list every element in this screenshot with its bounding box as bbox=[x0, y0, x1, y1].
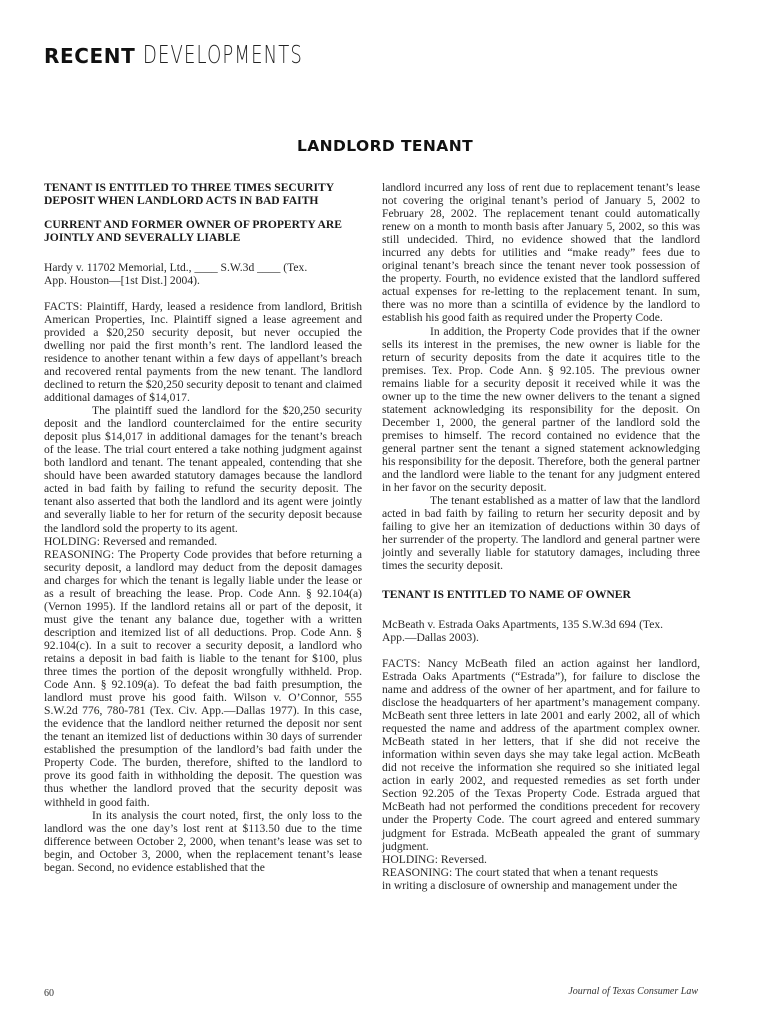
header-recent: RECENT bbox=[44, 44, 136, 68]
case1-conclusion-paragraph: The tenant established as a matter of law that the landlord acted in bad faith by failing to return her security deposit and by failing to give her an itemization of deductions within 30 days of her surrender of the property. The landlord and general partner were jointly and severally liable for statutory damages, including three times the security deposit. bbox=[382, 494, 700, 573]
left-column bbox=[44, 181, 362, 874]
case1-reasoning: REASONING: The Property Code provides that before returning a security deposit, a landlord may deduct from the deposit damages and charges for which the tenant is legally liable under the lease or as a result of breaching the lease. Prop. Code Ann. § 92.104(a) (Vernon 1995). If the landlord retains all or part of the deposit, it must give the tenant any balance due, together with a written description and itemized list of all deductions. Prop. Code Ann. § 92.104(c). In a suit to recover a security deposit, a landlord who retains a deposit in bad faith is liable to the tenant for $100, plus three times the portion of the deposit wrongfully withheld. Prop. Code Ann. § 92.109(a). To defeat the bad faith presumption, the landlord must prove his good faith. Wilson v. O’Connor, 555 S.W.2d 776, 780-781 (Tex. Civ. App.—Dallas 1977). In this case, the evidence that the landlord neither returned the deposit nor sent the tenant an itemized list of deductions within 30 days of surrender established the presumption of the landlord’s bad faith under the Property Code. The burden, therefore, shifted to the landlord to prove its good faith in withholding the deposit. The question was thus whether the landlord proved that the security deposit was withheld in good faith. bbox=[44, 547, 362, 809]
case2-reasoning-line1: REASONING: The court stated that when a tenant requests bbox=[382, 865, 659, 879]
page-number: 60 bbox=[44, 988, 54, 999]
journal-name: Journal of Texas Consumer Law bbox=[568, 986, 698, 997]
page-header bbox=[44, 40, 366, 80]
right-column bbox=[382, 181, 700, 892]
case2-citation-line1: McBeath v. Estrada Oaks Apartments, 135 S.W.3d 694 (Tex. bbox=[382, 617, 664, 631]
case1-citation-line1: Hardy v. 11702 Memorial, Ltd., ____ S.W.3d ____ (Tex. bbox=[44, 260, 308, 274]
case2-facts: FACTS: Nancy McBeath filed an action against her landlord, Estrada Oaks Apartments (“Estrada”), for failure to disclose the name and address of the owner of her apartment, and for failure to disclose the headquarters of her apartment’s management company. McBeath sent three letters in late 2001 and early 2002, all of which requested the name and address of the apartment complex owner. McBeath stated in her letters, that if she did not receive the information within seven days she may take legal action. McBeath did not receive the information she required so she initiated legal action in early 2002, and requested remedies as set forth under Section 92.205 of the Texas Property Code. Estrada argued that McBeath had not performed the conditions precedent for recovery under the Property Code. The court agreed and entered summary judgment for Estrada. McBeath appealed the grant of summary judgment. bbox=[382, 656, 700, 853]
case1-continued-paragraph: landlord incurred any loss of rent due to replacement tenant’s lease not covering the original tenant’s period of January 5, 2002 to February 28, 2002. The replacement tenant could automatically renew on a month to month basis after January 5, 2002, so this was still undecided. Third, no evidence showed that the landlord incurred any debts for utilities and “make ready” fees due to original tenant’s breach since the tenant never took possession of the property. Fourth, no evidence existed that the landlord suffered actual expenses for re-letting to the replacement tenant. In sum, there was no more than a scintilla of evidence by the landlord to establish his good faith as required under the Property Code. bbox=[382, 181, 700, 325]
case2-reasoning-line2: in writing a disclosure of ownership and management under the bbox=[382, 878, 678, 892]
header-developments: DEVELOPMENTS bbox=[143, 40, 304, 69]
section-title: LANDLORD TENANT bbox=[296, 137, 474, 155]
case2-heading: TENANT IS ENTITLED TO NAME OF OWNER bbox=[382, 588, 631, 602]
case1-citation-line2: App. Houston—[1st Dist.] 2004). bbox=[44, 273, 200, 287]
case2-holding: HOLDING: Reversed. bbox=[382, 852, 487, 866]
case1-facts: FACTS: Plaintiff, Hardy, leased a residence from landlord, British American Properties, Inc. Plaintiff signed a lease agreement and provided a $20,250 security deposit, but never occupied the dwelling nor paid the first month’s rent. The landlord leased the residence to another tenant within a few days of appellant’s breach and recovered rental payments from the new tenant. The landlord declined to return the $20,250 security deposit to tenant and claimed additional damages of $14,017. bbox=[44, 299, 362, 405]
case1-owner-liability-paragraph: In addition, the Property Code provides that if the owner sells its interest in the premises, the new owner is liable for the return of security deposits from the date it acquires title to the premises. Tex. Prop. Code Ann. § 92.105. The previous owner remains liable for a security deposit it received while it was the owner up to the time the new owner delivers to the tenant a signed statement acknowledging its responsibility for the deposit. On December 1, 2000, the general partner of the landlord sold the premises to himself. The record contained no evidence that the general partner sent the tenant a signed statement acknowledging his responsibility for the deposit. Therefore, both the general partner and the landlord were liable to the tenant for any judgment entered in her favor on the security deposit. bbox=[382, 324, 700, 495]
case1-heading-line2: DEPOSIT WHEN LANDLORD ACTS IN BAD FAITH bbox=[44, 194, 319, 208]
case2-citation-line2: App.—Dallas 2003). bbox=[382, 630, 479, 644]
case1-paragraph4: In its analysis the court noted, first, the only loss to the landlord was the one day’s lost rent at $113.50 due to the time difference between October 2, 2000, when tenant’s lease was set to begin, and October 3, 2000, when the replacement tenant’s lease began. Second, no evidence established that the bbox=[44, 808, 362, 874]
case1-subheading-line2: JOINTLY AND SEVERALLY LIABLE bbox=[44, 231, 241, 245]
case1-holding: HOLDING: Reversed and remanded. bbox=[44, 534, 218, 548]
case1-subheading-line1: CURRENT AND FORMER OWNER OF PROPERTY ARE bbox=[44, 217, 343, 231]
case1-heading-line1: TENANT IS ENTITLED TO THREE TIMES SECURITY bbox=[44, 181, 335, 194]
case1-paragraph2: The plaintiff sued the landlord for the $20,250 security deposit and the landlord counterclaimed for the entire security deposit plus $14,017 in additional damages for the tenant’s breach of the lease. The trial court entered a take nothing judgment against both landlord and tenant. The tenant appealed, contending that she should have been awarded statutory damages because the landlord acted in bad faith by failing to refund the security deposit. The tenant also asserted that both the landlord and its agent were jointly and severally liable to her for return of the security deposit because the landlord sold the property to its agent. bbox=[44, 404, 362, 535]
